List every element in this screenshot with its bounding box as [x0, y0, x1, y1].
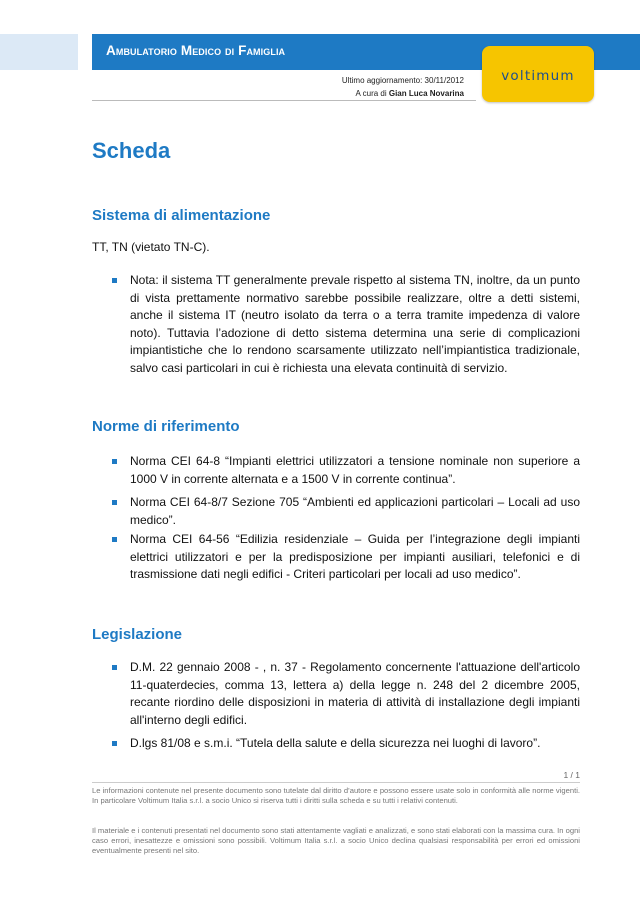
bullet-icon — [112, 665, 117, 670]
bullet-icon — [112, 537, 117, 542]
author-line — [356, 89, 465, 98]
last-update: Ultimo aggiornamento: 30/11/2012 — [341, 76, 464, 85]
list-item-text: Norma CEI 64-56 “Edilizia residenziale – Guida per l’integrazione degli impianti elettrici utilizzatori e per la predisposizione per impianti ausiliari, telefonici e di trasmissione dati negli edifici - Criteri particolari per locali ad uso medico”. — [130, 532, 580, 581]
header-title: Ambulatorio Medico di Famiglia — [106, 43, 286, 58]
section-heading-alimentazione: Sistema di alimentazione — [92, 207, 271, 224]
list-item — [92, 272, 580, 377]
list-item-text: D.M. 22 gennaio 2008 - , n. 37 - Regolamento concernente l'attuazione dell'articolo 11-quaterdecies, comma 13, lettera a) della legge n. 248 del 2 dicembre 2005, recante riordino delle disposizioni in materia di attività di installazione degli impianti all'interno degli edifici. — [130, 660, 580, 727]
section-heading-legislazione: Legislazione — [92, 626, 183, 643]
author-prefix: A cura di — [355, 89, 389, 98]
list-item — [92, 659, 580, 729]
footer-disclaimer: Il materiale e i contenuti presentati nel documento sono stati attentamente vagliati e analizzati, e sono stati elaborati con la massima cura. In ogni caso errori, inesattezze e omissioni sono possibili. Voltimum Italia s.r.l. a socio Unico declina qualsiasi responsabilità per errori ed omissioni eventualmente presenti nel sito. — [92, 826, 580, 855]
footer-divider — [92, 782, 580, 783]
logo-text: voltimum — [501, 68, 575, 84]
list-item-text: Norma CEI 64-8/7 Sezione 705 “Ambienti ed applicazioni particolari – Locali ad uso medico”. — [130, 495, 580, 527]
author-name: Gian Luca Novarina — [388, 89, 464, 98]
bullet-icon — [112, 741, 117, 746]
list-item-text: Norma CEI 64-8 “Impianti elettrici utilizzatori a tensione nominale non superiore a 1000 V in corrente alternata e a 1500 V in corrente continua”. — [130, 454, 580, 486]
list-item — [92, 735, 580, 753]
page-number: 1 / 1 — [563, 770, 580, 780]
header-accent-block — [0, 34, 78, 70]
voltimum-logo — [482, 46, 594, 102]
bullet-icon — [112, 278, 117, 283]
list-item — [92, 531, 580, 584]
bullet-icon — [112, 459, 117, 464]
document-title: Scheda — [92, 138, 171, 163]
bullet-list-alimentazione — [92, 272, 580, 377]
header-divider — [92, 100, 476, 101]
section-heading-norme: Norme di riferimento — [92, 418, 240, 435]
list-item — [92, 453, 580, 488]
footer-copyright: Le informazioni contenute nel presente documento sono tutelate dal diritto d’autore e possono essere usate solo in conformità alle norme vigenti. In particolare Voltimum Italia s.r.l. a socio Unico si riserva tutti i diritti sulla scheda e su tutti i relativi contenuti. — [92, 786, 580, 805]
list-item-text: Nota: il sistema TT generalmente prevale rispetto al sistema TN, inoltre, da un punto di vista prettamente normativo sarebbe possibile realizzare, oltre a detti sistemi, anche il sistema IT (neutro isolato da terra o a terra tramite impedenza di valore noto). Tuttavia l’adozione di detto sistema determina una serie di complicazioni impiantistiche che lo rendono scarsamente utilizzato nell’impiantistica tradizionale, salvo casi particolari in cui è richiesta una elevata continuità di servizio. — [130, 273, 580, 375]
list-item — [92, 494, 580, 529]
list-item-text: D.lgs 81/08 e s.m.i. “Tutela della salute e della sicurezza nei luoghi di lavoro”. — [130, 736, 541, 750]
bullet-list-legislazione — [92, 659, 580, 753]
bullet-icon — [112, 500, 117, 505]
bullet-list-norme — [92, 453, 580, 584]
section-intro-alimentazione: TT, TN (vietato TN-C). — [92, 240, 210, 254]
